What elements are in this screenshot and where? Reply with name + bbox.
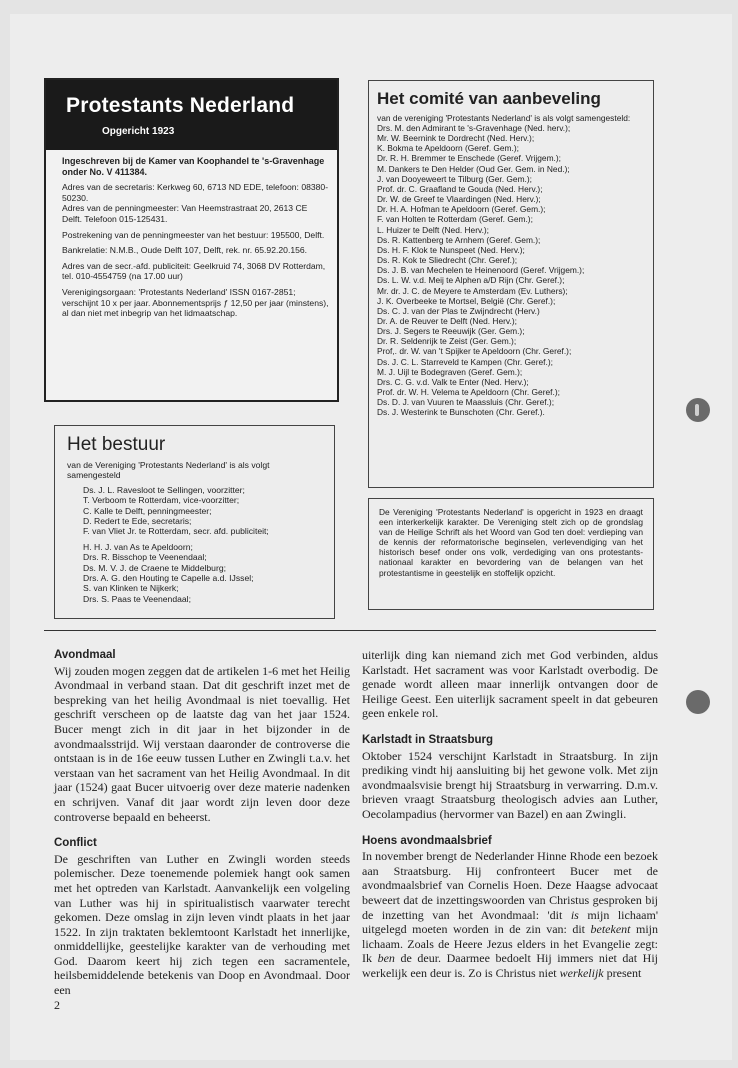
- board-officers-list: [83, 485, 324, 537]
- page-number: 2: [54, 998, 60, 1012]
- section-heading: Avondmaal: [54, 649, 116, 661]
- list-item: M. J. Uijl te Bodegraven (Geref. Gem.);: [377, 366, 523, 377]
- organization-header: [46, 80, 337, 150]
- organization-title: Protestants Nederland: [66, 94, 295, 117]
- list-item: F. van Vliet Jr. te Rotterdam, secr. afd. publiciteit;: [83, 526, 269, 537]
- section-heading: Conflict: [54, 837, 97, 850]
- list-item: Dr. R. Seldenrijk te Zeist (Ger. Gem.);: [377, 336, 517, 347]
- list-item: Dr. H. A. Hofman te Apeldoorn (Geref. Gem.);: [377, 204, 546, 215]
- list-item: Drs. J. Segers te Reeuwijk (Ger. Gem.);: [377, 326, 525, 337]
- paragraph: Wij zouden mogen zeggen dat de artikelen 1-6 met het Heilig Avondmaal in verband staan. Dat dit geschrift inzet met de bespreking van het heilig Avondmaal is niet toevallig. Het geschrift verscheen op de laatste dag van het jaar 1524. Bucer mengt zich in dit jaar in het bijzonder in de avondmaalsstrijd. Wij verstaan daaronder de controverse die ontstaan is in de 16e eeuw tussen Luther en Zwingli t.a.v. het verstaan van het sacrament van het Heilig Avondmaal. In dit jaar (1524) gaat Bucer uitvoerig over deze materie nadenken en schrijven. Vanaf dit jaar wordt zijn leven door deze controverse bepaald en beheerst.: [54, 663, 350, 824]
- list-item: Dr. R. H. Bremmer te Enschede (Geref. Vrijgem.);: [377, 153, 561, 164]
- founded-subtitle: Opgericht 1923: [102, 126, 175, 137]
- list-item: Ds. J. B. van Mechelen te Heinenoord (Geref. Vrijgem.);: [377, 265, 585, 276]
- list-item: J. van Dooyeweert te Tilburg (Ger. Gem.);: [377, 173, 532, 184]
- organ-info: Verenigingsorgaan: 'Protestants Nederland' ISSN 0167-2851; verschijnt 10 x per jaar. Abonnementsprijs ƒ 12,50 per jaar (minstens), al dan niet met inbegrip van het lidmaatschap.: [62, 286, 329, 319]
- list-item: Ds. J. Westerink te Bunschoten (Chr. Geref.).: [377, 407, 545, 418]
- board-box: [54, 425, 335, 619]
- list-item: D. Redert te Ede, secretaris;: [83, 516, 192, 527]
- board-intro: van de Vereniging 'Protestants Nederland' is als volgt samengesteld: [67, 460, 270, 481]
- article-column-right: [362, 648, 658, 980]
- treasurer-address: Adres van de penningmeester: Van Heemstrastraat 20, 2613 CE Delft. Telefoon 015-125431.: [62, 203, 308, 224]
- list-item: H. H. J. van As te Apeldoorn;: [83, 541, 193, 552]
- list-item: Prof. dr. C. Graafland te Gouda (Ned. Herv.);: [377, 183, 543, 194]
- paragraph: In november brengt de Nederlander Hinne Rhode een bezoek aan Straatsburg. Hij confronteert Bucer met de avondmaalsbrief van Cornelis Hoen. Deze Haagse advocaat beweert dat de inzettingswoorden van Christus gesproken bij de inzetting van het Avondmaal: 'dit is mijn lichaam' uitgelegd moeten worden in de zin van: dit betekent mijn lichaam. Zoals de Heere Jezus elders in het Evangelie zegt: Ik ben de deur. Daarmee bedoelt Hij immers niet dat Hij werkelijk een deur is. Zo is Christus niet werkelijk present: [362, 849, 658, 980]
- punch-hole-icon: [686, 398, 710, 422]
- publicity-address: Adres van de secr.-afd. publiciteit: Geelkruid 74, 3068 DV Rotterdam, tel. 010-4554759 (na 17.00 uur): [62, 260, 326, 282]
- list-item: Drs. R. Bisschop te Veenendaal;: [83, 552, 207, 563]
- list-item: F. van Holten te Rotterdam (Geref. Gem.);: [377, 214, 533, 225]
- section-heading: Hoens avondmaalsbrief: [362, 834, 492, 847]
- list-item: Dr. W. de Greef te Vlaardingen (Ned. Herv.);: [377, 194, 541, 205]
- organization-info-box: [44, 78, 339, 402]
- list-item: T. Verboom te Rotterdam, vice-voorzitter;: [83, 495, 240, 506]
- divider: [44, 630, 656, 631]
- bank-relation: Bankrelatie: N.M.B., Oude Delft 107, Delft, rek. nr. 65.92.20.156.: [62, 245, 308, 256]
- association-description: De Vereniging 'Protestants Nederland' is opgericht in 1923 en draagt een interkerkelijk karakter. De Vereniging stelt zich op de grondslag van de Heilige Schrift als het Woord van God ten doel: verdieping van de kennis der reformatorische beginselen, verlevendiging van het historisch besef onder ons volk, verdediging van ons protestants-nationaal karakter en bevordering van de belangen van het protestantisme in geestelijk en stoffelijk opzicht.: [368, 498, 654, 610]
- list-item: Ds. R. Kattenberg te Arnhem (Geref. Gem.);: [377, 234, 541, 245]
- organization-details: [46, 150, 337, 319]
- list-item: Ds. R. Kok te Sliedrecht (Chr. Geref.);: [377, 255, 518, 266]
- committee-list: [377, 123, 643, 418]
- postal-account: Postrekening van de penningmeester van het bestuur: 195500, Delft.: [62, 229, 325, 240]
- list-item: Prof. dr. W. H. Velema te Apeldoorn (Chr. Geref.);: [377, 387, 560, 398]
- committee-title: Het comité van aanbeveling: [377, 89, 601, 108]
- list-item: Ds. D. J. van Vuuren te Maassluis (Chr. Geref.);: [377, 397, 555, 408]
- paragraph: uiterlijk ding kan niemand zich met God verbinden, aldus Karlstadt. Het sacrament was voor Karlstadt overbodig. De genade wordt alleen maar innerlijk ontvangen door de Heilige Geest. Een uiterlijk sacrament speelt in dat gebeuren geen enkele rol.: [362, 648, 658, 721]
- list-item: Drs. S. Paas te Veenendaal;: [83, 593, 191, 604]
- list-item: Ds. M. V. J. de Craene te Middelburg;: [83, 562, 226, 573]
- list-item: Mr. dr. J. C. de Meyere te Amsterdam (Ev. Luthers);: [377, 285, 568, 296]
- list-item: Drs. M. den Admirant te 's-Gravenhage (Ned. herv.);: [377, 123, 571, 133]
- list-item: Ds. J. C. L. Starreveld te Kampen (Chr. Geref.);: [377, 356, 553, 367]
- list-item: Ds. H. F. Klok te Nunspeet (Ned. Herv.);: [377, 244, 525, 255]
- list-item: Ds. J. L. Ravesloot te Sellingen, voorzitter;: [83, 484, 245, 495]
- section-heading: Karlstadt in Straatsburg: [362, 733, 493, 746]
- paragraph: Oktober 1524 verschijnt Karlstadt in Straatsburg. In zijn prediking vindt hij aansluiting bij het gewone volk. Met zijn avondmaalsvisie brengt hij Straatsburg in verwarring. D.m.v. brieven vraagt Straatsburg theologisch advies aan Luther, Oecolampadius (hervormer van Bazel) en aan Zwingli.: [362, 748, 658, 821]
- list-item: Mr. W. Beernink te Dordrecht (Ned. Herv.);: [377, 133, 535, 144]
- list-item: C. Kalle te Delft, penningmeester;: [83, 505, 212, 516]
- board-title: Het bestuur: [67, 434, 166, 455]
- secretary-address: Adres van de secretaris: Kerkweg 60, 6713 ND EDE, telefoon: 08380-50230.: [62, 182, 329, 203]
- list-item: Ds. C. J. van der Plas te Zwijndrecht (Herv.): [377, 305, 540, 316]
- list-item: M. Dankers te Den Helder (Oud Ger. Gem. in Ned.);: [377, 163, 570, 174]
- list-item: Drs. A. G. den Houting te Capelle a.d. IJssel;: [83, 573, 254, 584]
- list-item: J. K. Overbeeke te Mortsel, België (Chr. Geref.);: [377, 295, 556, 306]
- list-item: K. Bokma te Apeldoorn (Geref. Gem.);: [377, 143, 519, 154]
- board-members-list: [83, 542, 324, 604]
- list-item: S. van Klinken te Nijkerk;: [83, 583, 179, 594]
- list-item: Ds. L. W. v.d. Meij te Alphen a/D Rijn (Chr. Geref.);: [377, 275, 565, 286]
- registration-text: Ingeschreven bij de Kamer van Koophandel te 's-Gravenhage onder No. V 411384.: [62, 156, 325, 177]
- committee-box: [368, 80, 654, 488]
- list-item: Dr. A. de Reuver te Delft (Ned. Herv.);: [377, 315, 517, 326]
- committee-intro: van de vereniging 'Protestants Nederland' is als volgt samengesteld:: [377, 113, 631, 123]
- list-item: Drs. C. G. v.d. Valk te Enter (Ned. Herv.);: [377, 376, 529, 387]
- paragraph: De geschriften van Luther en Zwingli worden steeds polemischer. Deze toenemende polemiek hangt ook samen met het optreden van Karlstadt. Aanvankelijk een volgeling van Luther was hij in spiritualistisch vaarwater terecht gekomen. Deze omslag in zijn leven vindt plaats in het jaar 1522. In zijn traktaten beklemtoont Karlstadt het innerlijke, onmiddellijke, geestelijke karakter van de verhouding met God. Daarom keert hij zich tegen een sacramentele, heilsbemiddelende betekenis van Doop en Avondmaal. Door een: [54, 851, 350, 998]
- punch-hole-icon: [686, 690, 710, 714]
- article-column-left: [54, 648, 350, 998]
- list-item: Prof,. dr. W. van 't Spijker te Apeldoorn (Chr. Geref.);: [377, 346, 572, 357]
- list-item: L. Huizer te Delft (Ned. Herv.);: [377, 224, 490, 235]
